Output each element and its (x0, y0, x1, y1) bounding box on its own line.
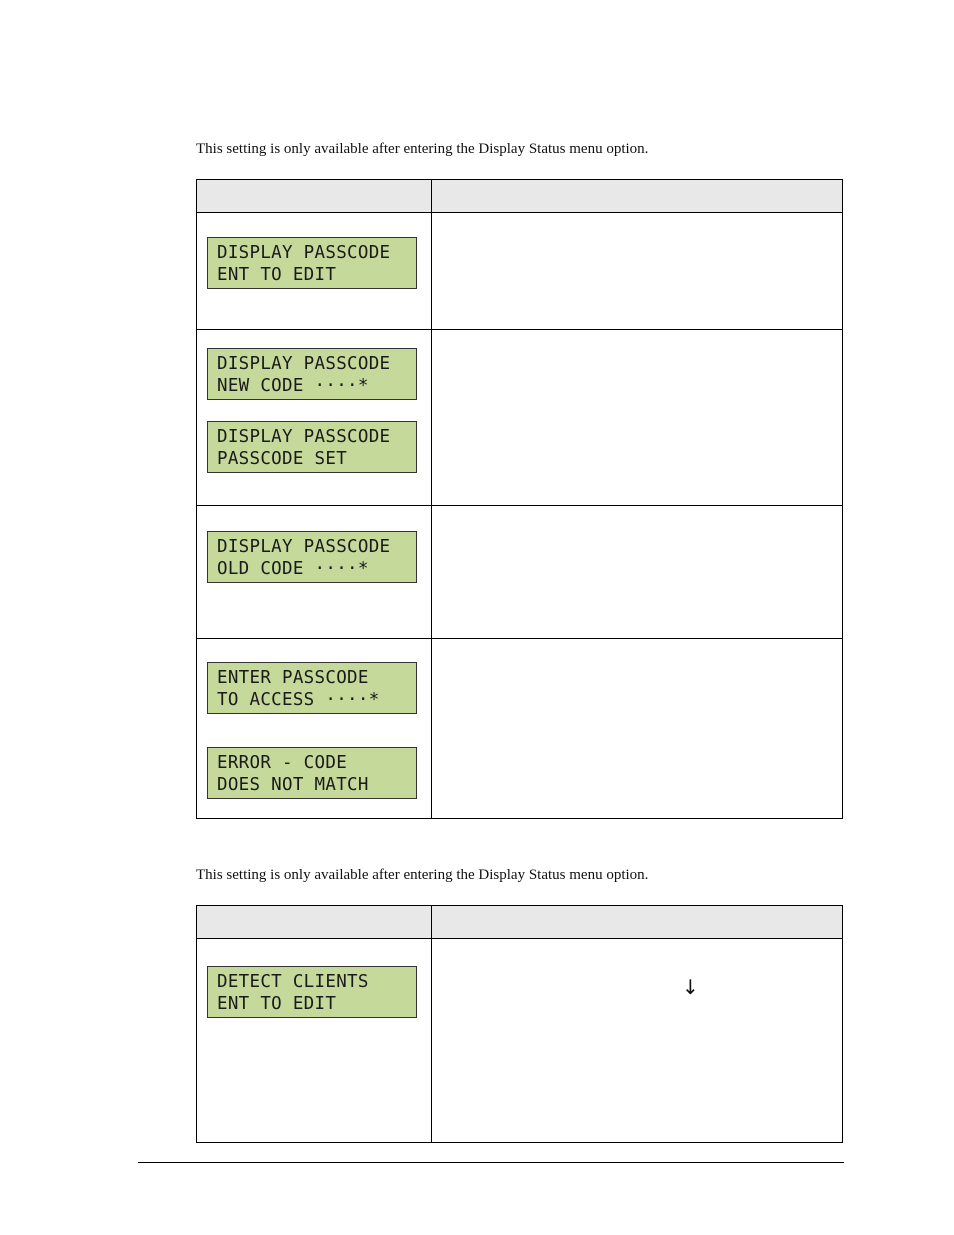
description-cell (432, 939, 843, 1143)
lcd-screen (207, 421, 417, 473)
lcd-screen (207, 747, 417, 799)
lcd-cell (197, 506, 432, 639)
lcd-line: ENT TO EDIT (217, 265, 337, 285)
table-row (197, 213, 843, 330)
lcd-screen (207, 237, 417, 289)
lcd-screen (207, 966, 417, 1018)
lcd-cell (197, 939, 432, 1143)
lcd-line: OLD CODE ····* (217, 559, 369, 579)
table-header-row (197, 906, 843, 939)
lcd-line: ENTER PASSCODE (217, 668, 369, 688)
description-cell (432, 330, 843, 506)
lcd-line: ENT TO EDIT (217, 994, 337, 1014)
section-2-intro: This setting is only available after entering the Display Status menu option. (196, 867, 649, 883)
description-cell (432, 213, 843, 330)
lcd-line: NEW CODE ····* (217, 376, 369, 396)
footer-divider (138, 1162, 844, 1163)
lcd-line: ERROR - CODE (217, 753, 348, 773)
lcd-screen (207, 531, 417, 583)
lcd-line: DISPLAY PASSCODE (217, 243, 391, 263)
lcd-line: DISPLAY PASSCODE (217, 354, 391, 374)
table-header-row (197, 180, 843, 213)
lcd-screen (207, 662, 417, 714)
table-row (197, 506, 843, 639)
lcd-line: DETECT CLIENTS (217, 972, 369, 992)
section-1-intro: This setting is only available after entering the Display Status menu option. (196, 141, 649, 157)
display-passcode-table (196, 179, 843, 819)
lcd-line: TO ACCESS ····* (217, 690, 380, 710)
lcd-line: DISPLAY PASSCODE (217, 537, 391, 557)
lcd-cell (197, 639, 432, 819)
header-cell-description (432, 906, 843, 939)
lcd-cell (197, 330, 432, 506)
detect-clients-table (196, 905, 843, 1143)
down-arrow-icon: ↓ (682, 975, 699, 999)
header-cell-display (197, 180, 432, 213)
description-cell (432, 506, 843, 639)
table-row (197, 939, 843, 1143)
lcd-line: DISPLAY PASSCODE (217, 427, 391, 447)
header-cell-description (432, 180, 843, 213)
lcd-screen (207, 348, 417, 400)
table-row (197, 639, 843, 819)
lcd-line: DOES NOT MATCH (217, 775, 369, 795)
lcd-cell (197, 213, 432, 330)
lcd-line: PASSCODE SET (217, 449, 348, 469)
header-cell-display (197, 906, 432, 939)
description-cell (432, 639, 843, 819)
table-row (197, 330, 843, 506)
